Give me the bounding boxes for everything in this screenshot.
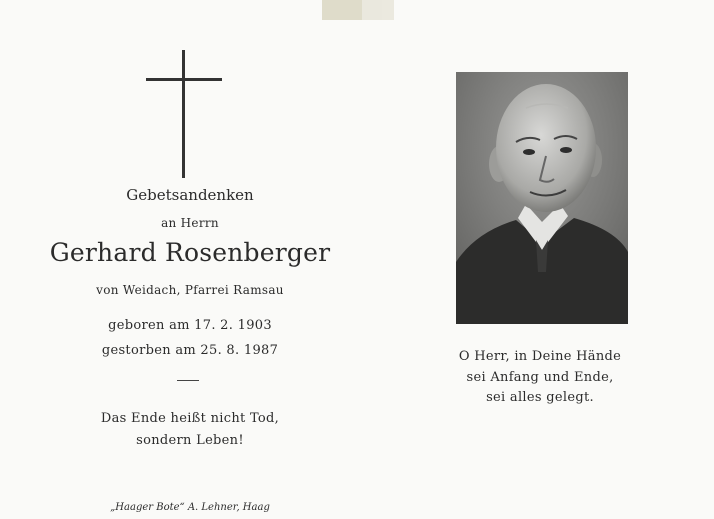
deceased-name: Gerhard Rosenberger [49, 238, 331, 267]
portrait-photo [456, 72, 628, 324]
card-heading: Gebetsandenken [126, 186, 254, 204]
divider [177, 380, 199, 381]
origin-text: von Weidach, Pfarrei Ramsau [96, 283, 284, 297]
salutation: an Herrn [161, 216, 219, 230]
prayer-line-2: sei Anfang und Ende, [466, 370, 614, 385]
prayer-line-1: O Herr, in Deine Hände [458, 349, 622, 364]
birth-date: geboren am 17. 2. 1903 [108, 318, 272, 333]
cross-icon [146, 50, 222, 178]
motto-line-1: Das Ende heißt nicht Tod, [100, 411, 280, 426]
motto-line-2: sondern Leben! [136, 433, 244, 448]
printer-credit: „Haager Bote“ A. Lehner, Haag [110, 502, 270, 513]
prayer-line-3: sei alles gelegt. [486, 390, 594, 405]
tape-strip [322, 0, 394, 20]
death-date: gestorben am 25. 8. 1987 [101, 343, 279, 358]
